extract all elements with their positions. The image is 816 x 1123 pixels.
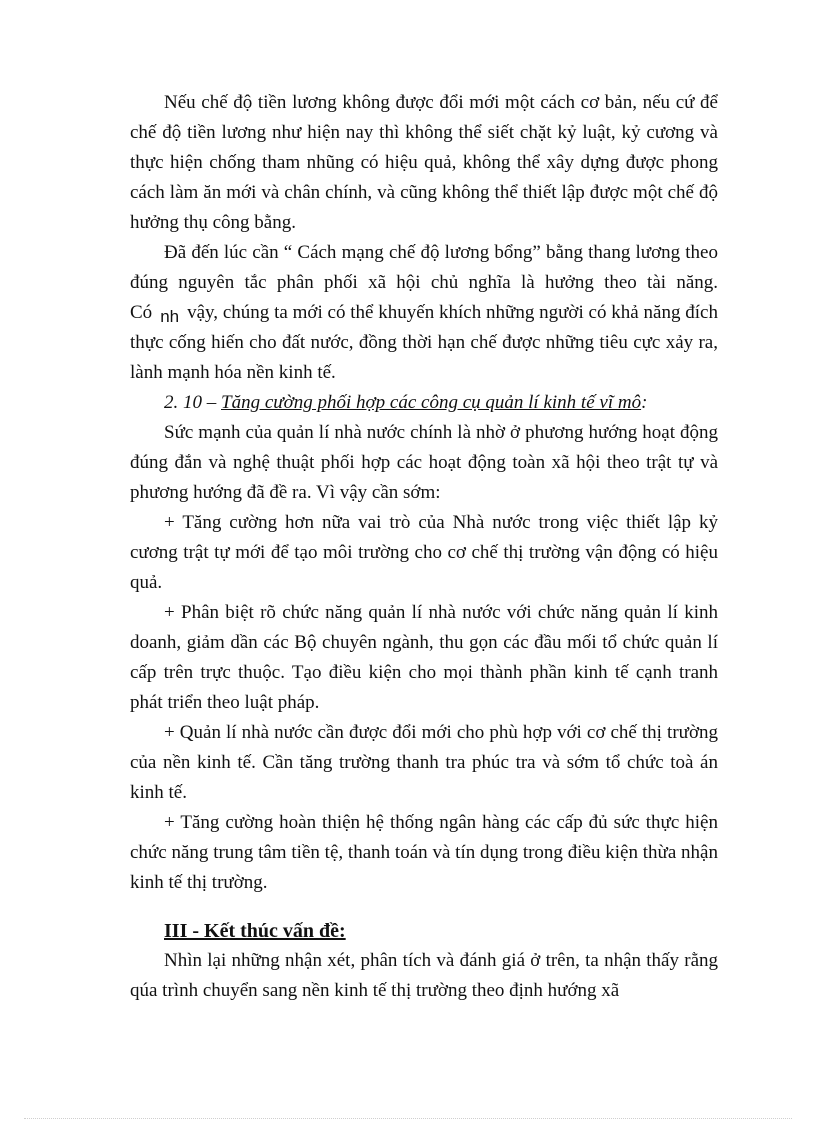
- stray-fragment-nh: nh: [160, 307, 180, 326]
- bullet-separate-functions: + Phân biệt rõ chức năng quản lí nhà nước với chức năng quản lí kinh doanh, giảm dần các Bộ chuyên ngành, thu gọn các đầu mối tổ chức quản lí cấp trên trực thuộc. Tạo điều kiện cho mọi thành phần kinh tế cạnh tranh phát triển theo luật pháp.: [130, 602, 718, 713]
- paragraph-salary-revolution-part2: vậy, chúng ta mới có thể khuyến khích những người có khả năng đích thực cống hiến cho đất nước, đồng thời hạn chế được những tiêu cực xảy ra, lành mạnh hóa nền kinh tế.: [130, 302, 718, 383]
- bullet-renew-state-management: + Quản lí nhà nước cần được đổi mới cho phù hợp với cơ chế thị trường của nền kinh tế. Cần tăng trường thanh tra phúc tra và sớm tổ chức toà án kinh tế.: [130, 722, 718, 803]
- section-heading-conclusion: III - Kết thúc vấn đề:: [164, 920, 346, 942]
- paragraph-salary-revolution: [130, 238, 718, 388]
- paragraph-salary-revolution-part1: Đã đến lúc cần “ Cách mạng chế độ lương bổng” bằng thang lương theo đúng nguyên tắc phân phối xã hội chủ nghĩa là hưởng theo tài năng. Có: [130, 242, 718, 323]
- subsection-colon: :: [641, 392, 648, 413]
- subsection-title: Tăng cường phối hợp các công cụ quản lí kinh tế vĩ mô: [221, 392, 642, 413]
- paragraph-state-management: Sức mạnh của quản lí nhà nước chính là nhờ ở phương hướng hoạt động đúng đắn và nghệ thuật phối hợp các hoạt động toàn xã hội theo trật tự và phương hướng đã đề ra. Vì vậy cần sớm:: [130, 422, 718, 503]
- document-page: [130, 88, 718, 1006]
- paragraph-wage-reform: Nếu chế độ tiền lương không được đổi mới một cách cơ bản, nếu cứ để chế độ tiền lương như hiện nay thì không thể siết chặt kỷ luật, kỷ cương và thực hiện chống tham nhũng có hiệu quả, không thể xây dựng được phong cách làm ăn mới và chân chính, và cũng không thể thiết lập được một chế độ hưởng thụ công bằng.: [130, 92, 718, 233]
- paragraph-conclusion: Nhìn lại những nhận xét, phân tích và đánh giá ở trên, ta nhận thấy rằng qúa trình chuyển sang nền kinh tế thị trường theo định hướng xã: [130, 950, 718, 1001]
- subsection-number: 2. 10 –: [164, 392, 221, 413]
- page-bottom-divider: [24, 1118, 792, 1119]
- bullet-strengthen-state-role: + Tăng cường hơn nữa vai trò của Nhà nước trong việc thiết lập kỷ cương trật tự mới để tạo môi trường cho cơ chế thị trường vận động có hiệu quả.: [130, 512, 718, 593]
- subsection-heading: [130, 388, 718, 418]
- bullet-banking-system: + Tăng cường hoàn thiện hệ thống ngân hàng các cấp đủ sức thực hiện chức năng trung tâm tiền tệ, thanh toán và tín dụng trong điều kiện thừa nhận kinh tế thị trường.: [130, 812, 718, 893]
